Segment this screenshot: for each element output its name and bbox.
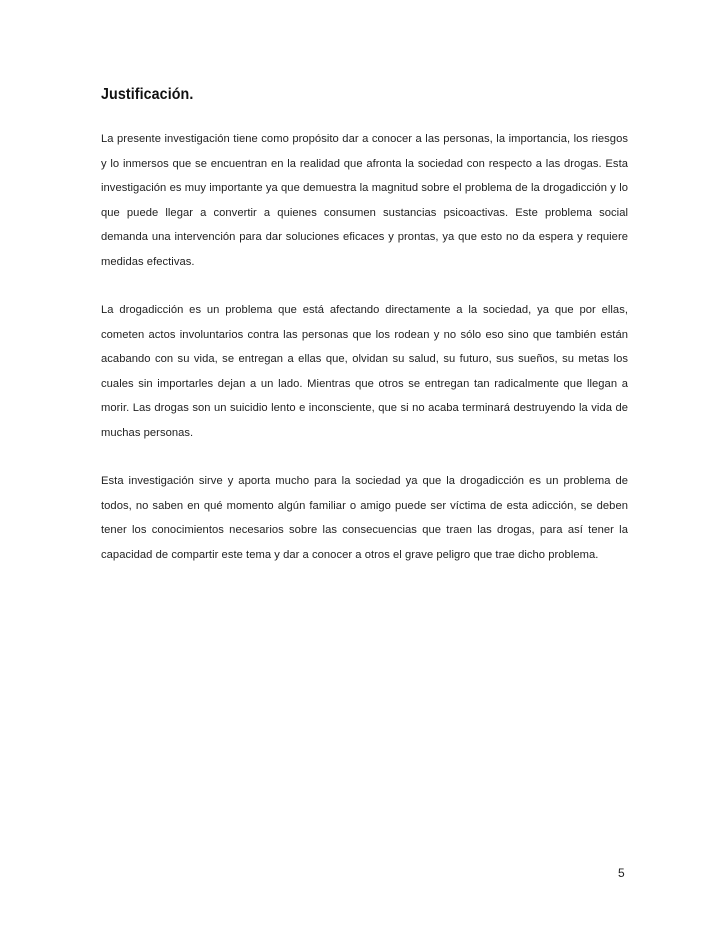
paragraph-3: Esta investigación sirve y aporta mucho para la sociedad ya que la drogadicción es un problema de todos, no saben en qué momento algún familiar o amigo puede ser víctima de esta adicción, se deben tener los conocimientos necesarios sobre las consecuencias que traen las drogas, para así tener la capacidad de compartir este tema y dar a conocer a otros el grave peligro que trae dicho problema. bbox=[101, 475, 628, 561]
paragraph-2: La drogadicción es un problema que está afectando directamente a la sociedad, ya que por ellas, cometen actos involuntarios contra las personas que los rodean y no sólo eso sino que también están acabando con su vida, se entregan a ellas que, olvidan su salud, su futuro, sus sueños, su metas los cuales sin importarles dejan a un lado. Mientras que otros se entregan tan radicalmente que llegan a morir. Las drogas son un suicidio lento e inconsciente, que si no acaba terminará destruyendo la vida de muchas personas. bbox=[101, 304, 628, 439]
section-title: Justificación. bbox=[101, 86, 194, 103]
page-content bbox=[101, 84, 628, 567]
paragraph-1: La presente investigación tiene como propósito dar a conocer a las personas, la importancia, los riesgos y lo inmersos que se encuentran en la realidad que afronta la sociedad con respecto a las drogas. Esta investigación es muy importante ya que demuestra la magnitud sobre el problema de la drogadicción y lo que puede llegar a convertir a quienes consumen sustancias psicoactivas. Este problema social demanda una intervención para dar soluciones eficaces y prontas, ya que esto no da espera y requiere medidas efectivas. bbox=[101, 133, 628, 268]
page-number: 5 bbox=[618, 866, 625, 880]
